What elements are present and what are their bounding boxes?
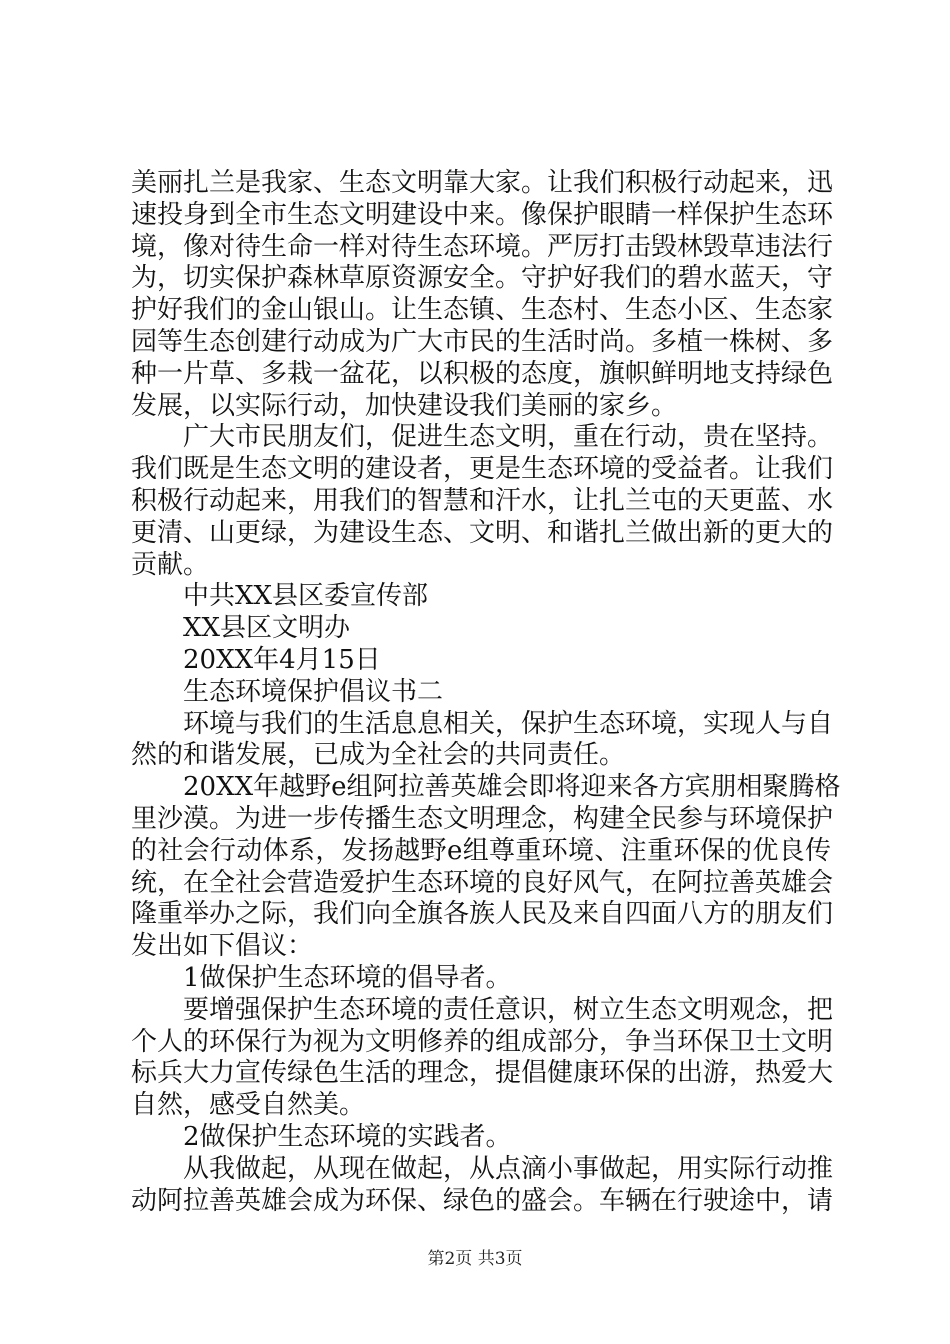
- text-line: 护好我们的金山银山。让生态镇、生态村、生态小区、生态家: [131, 295, 834, 326]
- text-line: 积极行动起来，用我们的智慧和汗水，让扎兰屯的天更蓝、水: [131, 485, 834, 516]
- text-line: 要增强保护生态环境的责任意识，树立生态文明观念，把: [183, 994, 834, 1025]
- text-line: 园等生态创建行动成为广大市民的生活时尚。多植一株树、多: [131, 326, 834, 357]
- text-line: 标兵大力宣传绿色生活的理念，提倡健康环保的出游，热爱大: [131, 1058, 834, 1089]
- text-line: 20XX年越野e组阿拉善英雄会即将迎来各方宾朋相聚腾格: [183, 772, 841, 803]
- text-line: 20XX年4月15日: [183, 644, 381, 675]
- text-line: 环境与我们的生活息息相关，保护生态环境，实现人与自: [183, 708, 834, 739]
- text-line: 个人的环保行为视为文明修养的组成部分，争当环保卫士文明: [131, 1026, 834, 1057]
- text-line: 中共XX县区委宣传部: [183, 581, 429, 612]
- text-line: 广大市民朋友们，促进生态文明，重在行动，贵在坚持。: [183, 422, 834, 453]
- text-line: 美丽扎兰是我家、生态文明靠大家。让我们积极行动起来，迅: [131, 168, 834, 198]
- text-line: 为，切实保护森林草原资源安全。守护好我们的碧水蓝天，守: [131, 263, 834, 294]
- text-line: 的社会行动体系，发扬越野e组尊重环境、注重环保的优良传: [131, 835, 831, 866]
- text-line: 发展，以实际行动，加快建设我们美丽的家乡。: [131, 390, 678, 421]
- text-line: XX县区文明办: [183, 613, 351, 644]
- text-line: 境，像对待生命一样对待生态环境。严厉打击毁林毁草违法行: [131, 231, 834, 262]
- text-line: 种一片草、多栽一盆花，以积极的态度，旗帜鲜明地支持绿色: [131, 358, 834, 389]
- text-line: 贡献。: [131, 549, 210, 580]
- text-line: 更清、山更绿，为建设生态、文明、和谐扎兰做出新的更大的: [131, 517, 834, 548]
- document-body: [131, 168, 841, 1217]
- text-line: 隆重举办之际，我们向全旗各族人民及来自四面八方的朋友们: [131, 899, 834, 930]
- text-line: 动阿拉善英雄会成为环保、绿色的盛会。车辆在行驶途中，请: [131, 1185, 834, 1216]
- text-line: 自然，感受自然美。: [131, 1090, 366, 1121]
- text-line: 速投身到全市生态文明建设中来。像保护眼睛一样保护生态环: [131, 199, 834, 230]
- text-line: 从我做起，从现在做起，从点滴小事做起，用实际行动推: [183, 1153, 834, 1184]
- text-line: 2做保护生态环境的实践者。: [183, 1121, 512, 1152]
- text-line: 发出如下倡议：: [131, 931, 314, 962]
- text-line: 里沙漠。为进一步传播生态文明理念，构建全民参与环境保护: [131, 803, 834, 834]
- text-line: 我们既是生态文明的建设者，更是生态环境的受益者。让我们: [131, 454, 834, 485]
- text-line: 1做保护生态环境的倡导者。: [183, 962, 512, 993]
- page-footer: 第2页 共3页: [427, 1249, 523, 1269]
- text-line: 然的和谐发展，已成为全社会的共同责任。: [131, 740, 626, 771]
- text-line: 统，在全社会营造爱护生态环境的良好风气，在阿拉善英雄会: [131, 867, 834, 898]
- text-line: 生态环境保护倡议书二: [183, 676, 444, 707]
